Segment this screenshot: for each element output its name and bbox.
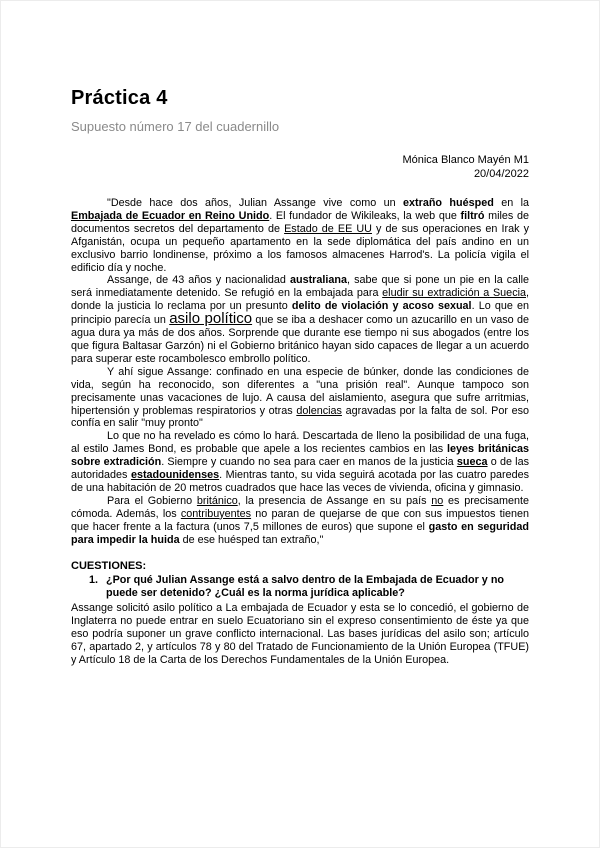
text-run: . Siempre y cuando no sea para caer en manos de la justicia	[161, 456, 457, 469]
text-run: que se iba a deshacer como un azucarillo en un vaso de agua dura ya más de dos años. Sorprende que durante ese tiempo ni sus abogados (entre los que figura Baltasar Garzón) ni el Gobierno británico hayan sido capaces de llegar a un acuerdo para superar este rocambolesco embrollo político.	[71, 314, 530, 365]
text-run: sueca	[456, 456, 488, 469]
questions-heading: CUESTIONES:	[71, 560, 147, 573]
text-run: no	[431, 494, 444, 507]
text-run: estadounidenses	[130, 469, 220, 482]
text-run: "Desde hace dos años, Julian Assange vive como un	[107, 197, 404, 209]
text-run: Assange solicitó asilo político a La embajada de Ecuador y esta se lo concedió, el gobierno de Inglaterra no puede entrar en suelo Ecuatoriano sin el expreso consentimiento de éste ya que eso podría suponer un grave conflicto internacional. Las bases jurídicas del asilo son; artículo 67, apartado 2, y artículos 78 y 80 del Tratado de Funcionamiento de la Unión Europea (TFUE) y Artículo 18 de la Carta de los Derechos Fundamentales de la Unión Europea.	[71, 602, 529, 666]
text-run: Y ahí sigue Assange: confinado en una especie de búnker, donde las condiciones de vida, según ha reconocido, son diferentes a "una prisión real". Aunque tampoco son precisamente unas vacaciones de lujo. A causa del aislamiento, asegura que sufre arritmias, hipertensión y problemas respiratorios y otras	[71, 365, 529, 417]
text-run: no paran de quejarse de que con sus impuestos tienen que hacer frente a la factura (unos 7,5 millones de euros) que supone el	[71, 507, 530, 533]
text-run: Estado de EE UU	[284, 222, 372, 235]
text-run: eludir su extradición a Suecia	[382, 287, 526, 300]
text-run: en la	[493, 197, 530, 209]
text-run: , sabe que si pone un pie en la calle será inmediatamente detenido. Se refugió en la embajada para	[71, 274, 529, 300]
text-run: . Lo que en principio parecía un	[71, 300, 529, 327]
author-block	[71, 154, 529, 181]
text-run: . El fundador de Wikileaks, la web que	[269, 209, 461, 222]
page-subtitle: Supuesto número 17 del cuadernillo	[71, 119, 280, 134]
text-run: australiana	[289, 274, 347, 287]
page-title: Práctica 4	[71, 87, 168, 109]
question-text	[106, 574, 529, 600]
text-run: británico	[196, 494, 238, 507]
text-run: . Mientras tanto, su vida seguirá acotada por las cuatro paredes de una habitación de 20 metros cuadrados que hace las veces de vivienda, oficina y gimnasio.	[71, 469, 529, 494]
text-run: , la presencia de Assange en su país	[237, 494, 432, 507]
text-run: asilo político	[169, 310, 253, 328]
text-run: leyes británicas sobre extradición	[71, 443, 529, 469]
text-run: filtró	[460, 209, 485, 222]
text-run: de ese huésped tan extraño,"	[179, 533, 324, 546]
text-run: Para el Gobierno	[107, 494, 197, 507]
paragraph	[71, 274, 529, 365]
text-run: extraño huésped	[403, 197, 494, 209]
text-run: Embajada de Ecuador en Reino Unido	[71, 209, 270, 222]
text-run: ¿Por qué Julian Assange está a salvo dentro de la Embajada de Ecuador y no puede ser detenido? ¿Cuál es la norma jurídica aplicable?	[106, 574, 505, 600]
text-run: gasto en seguridad para impedir la huida	[71, 520, 529, 546]
author-name: Mónica Blanco Mayén M1	[402, 154, 529, 166]
paragraph	[71, 366, 529, 431]
text-run: contribuyentes	[180, 507, 252, 520]
text-run: Assange, de 43 años y nacionalidad	[107, 274, 290, 287]
text-run: miles de documentos secretos del departamento de	[71, 209, 529, 235]
text-run: dolencias	[296, 404, 342, 417]
document-date: 20/04/2022	[473, 167, 529, 180]
article-body	[71, 197, 529, 546]
text-run: agravadas por la falta de sol. Por eso confía en salir "muy pronto"	[71, 404, 529, 430]
text-run: , donde la justicia lo reclama por un presunto	[71, 287, 529, 313]
text-run: es precisamente cómoda. Además, los	[71, 494, 530, 520]
paragraph	[71, 197, 529, 274]
text-run: Lo que no ha revelado es cómo lo hará. Descartada de lleno la posibilidad de una fuga, al estilo James Bond, es probable que apele a los recientes cambios en las	[71, 430, 529, 456]
answer-paragraph	[71, 602, 529, 667]
question-item	[71, 574, 529, 600]
text-run: y de sus operaciones en Irak y Afganistán, ocupa un pequeño apartamento en la sede diplomática del país andino en un exclusivo barrio londinense, próximo a los famosos almacenes Harrod's. La policía vigila el edificio día y noche.	[71, 222, 529, 274]
paragraph	[71, 495, 529, 547]
text-run: o de las autoridades	[71, 456, 529, 482]
paragraph	[71, 430, 529, 495]
question-number: 1.	[89, 574, 99, 587]
text-run: delito de violación y acoso sexual	[291, 300, 472, 313]
